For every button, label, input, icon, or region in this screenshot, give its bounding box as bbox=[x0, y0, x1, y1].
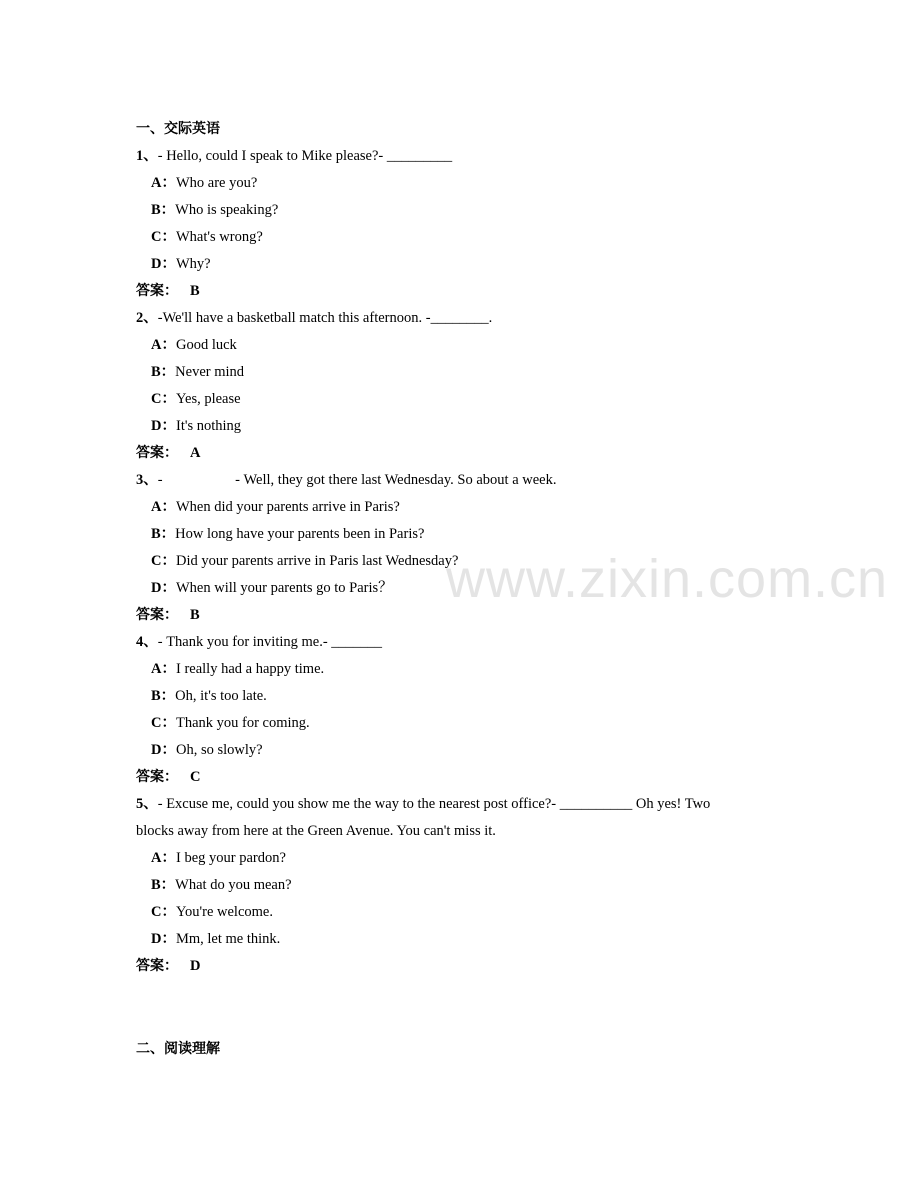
option-text: I really had a happy time. bbox=[175, 661, 325, 677]
option-text: I beg your pardon? bbox=[175, 850, 286, 866]
answer-value: A bbox=[190, 445, 201, 461]
option-text: What do you mean? bbox=[175, 877, 292, 893]
option-c bbox=[151, 386, 241, 413]
option-d bbox=[151, 737, 263, 764]
option-text: Who are you? bbox=[175, 175, 258, 191]
option-text: You're welcome. bbox=[175, 904, 273, 920]
answer-line bbox=[136, 440, 200, 467]
option-c bbox=[151, 899, 273, 926]
question-stem bbox=[136, 305, 492, 332]
option-a bbox=[151, 332, 237, 359]
option-text: Good luck bbox=[175, 337, 237, 353]
option-letter: A： bbox=[151, 499, 176, 515]
answer-line bbox=[136, 764, 200, 791]
option-letter: C： bbox=[151, 553, 176, 569]
question-text: - Thank you for inviting me.- _______ bbox=[157, 634, 383, 650]
option-c bbox=[151, 224, 263, 251]
question-stem bbox=[136, 791, 710, 818]
question-number: 5、 bbox=[136, 796, 158, 812]
option-text: Mm, let me think. bbox=[175, 931, 281, 947]
option-text: What's wrong? bbox=[175, 229, 263, 245]
section-heading: 一、交际英语 bbox=[136, 121, 220, 137]
option-letter: A： bbox=[151, 850, 176, 866]
option-letter: B： bbox=[151, 526, 176, 542]
option-letter: C： bbox=[151, 229, 176, 245]
option-letter: B： bbox=[151, 364, 176, 380]
question-stem bbox=[136, 467, 557, 494]
option-text: How long have your parents been in Paris? bbox=[175, 526, 425, 542]
option-a bbox=[151, 494, 400, 521]
option-letter: B： bbox=[151, 688, 176, 704]
question-stem-continued bbox=[136, 818, 496, 845]
answer-line bbox=[136, 953, 200, 980]
option-text: Did your parents arrive in Paris last Wednesday? bbox=[175, 553, 459, 569]
option-letter: A： bbox=[151, 661, 176, 677]
question-text: - - Well, they got there last Wednesday. So about a week. bbox=[157, 472, 557, 488]
option-a bbox=[151, 170, 257, 197]
question-number: 1、 bbox=[136, 148, 158, 164]
option-text: Why? bbox=[175, 256, 211, 272]
option-letter: A： bbox=[151, 175, 176, 191]
question-stem bbox=[136, 143, 452, 170]
answer-value: D bbox=[190, 958, 201, 974]
option-text: Thank you for coming. bbox=[175, 715, 310, 731]
question-number: 3、 bbox=[136, 472, 158, 488]
section-title bbox=[136, 116, 220, 143]
answer-value: B bbox=[190, 283, 200, 299]
option-text: Yes, please bbox=[175, 391, 241, 407]
option-letter: A： bbox=[151, 337, 176, 353]
option-letter: D： bbox=[151, 742, 176, 758]
option-text: It's nothing bbox=[175, 418, 242, 434]
option-d bbox=[151, 926, 280, 953]
question-text: -We'll have a basketball match this afternoon. -________. bbox=[157, 310, 493, 326]
section-heading: 二、阅读理解 bbox=[136, 1041, 220, 1057]
option-letter: D： bbox=[151, 418, 176, 434]
option-c bbox=[151, 710, 310, 737]
option-b bbox=[151, 521, 424, 548]
option-letter: C： bbox=[151, 904, 176, 920]
question-text: - Excuse me, could you show me the way to the nearest post office?- __________ Oh yes! Two bbox=[157, 796, 711, 812]
answer-line bbox=[136, 278, 200, 305]
question-text-continued: blocks away from here at the Green Avenue. You can't miss it. bbox=[136, 823, 496, 839]
option-letter: B： bbox=[151, 877, 176, 893]
option-c bbox=[151, 548, 458, 575]
question-text: - Hello, could I speak to Mike please?- _________ bbox=[157, 148, 453, 164]
option-a bbox=[151, 656, 324, 683]
option-text: Oh, it's too late. bbox=[175, 688, 267, 704]
option-text: Who is speaking? bbox=[175, 202, 279, 218]
option-b bbox=[151, 197, 278, 224]
option-letter: C： bbox=[151, 391, 176, 407]
option-b bbox=[151, 872, 292, 899]
option-letter: C： bbox=[151, 715, 176, 731]
option-letter: D： bbox=[151, 580, 176, 596]
option-letter: D： bbox=[151, 931, 176, 947]
option-letter: B： bbox=[151, 202, 176, 218]
question-stem bbox=[136, 629, 382, 656]
option-text: When did your parents arrive in Paris? bbox=[175, 499, 400, 515]
watermark: www.zixin.com.cn bbox=[446, 549, 889, 609]
answer-label: 答案： bbox=[136, 607, 178, 623]
option-a bbox=[151, 845, 286, 872]
question-number: 2、 bbox=[136, 310, 158, 326]
option-text: Never mind bbox=[175, 364, 245, 380]
option-b bbox=[151, 683, 267, 710]
section-title bbox=[136, 1036, 220, 1063]
answer-line bbox=[136, 602, 200, 629]
option-text: Oh, so slowly? bbox=[175, 742, 263, 758]
answer-label: 答案： bbox=[136, 283, 178, 299]
answer-label: 答案： bbox=[136, 769, 178, 785]
option-b bbox=[151, 359, 244, 386]
option-d bbox=[151, 251, 211, 278]
option-text: When will your parents go to Paris？ bbox=[175, 580, 393, 596]
answer-value: C bbox=[190, 769, 201, 785]
option-d bbox=[151, 575, 393, 602]
answer-label: 答案： bbox=[136, 445, 178, 461]
answer-value: B bbox=[190, 607, 200, 623]
question-number: 4、 bbox=[136, 634, 158, 650]
option-letter: D： bbox=[151, 256, 176, 272]
answer-label: 答案： bbox=[136, 958, 178, 974]
option-d bbox=[151, 413, 241, 440]
